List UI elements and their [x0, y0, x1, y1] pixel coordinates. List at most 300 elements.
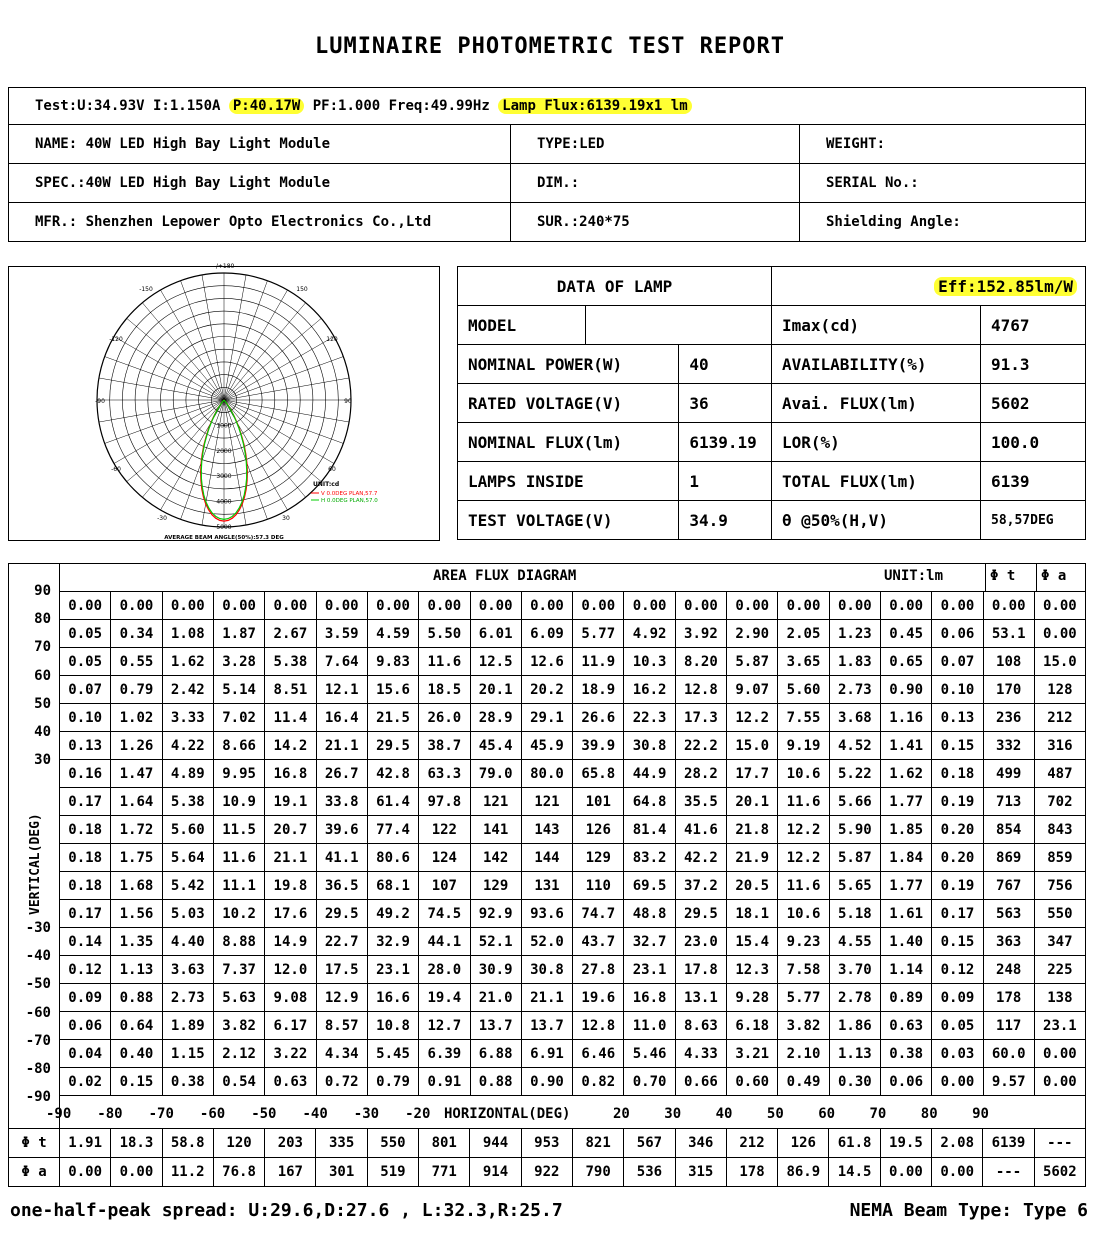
- flux-cell: 3.21: [727, 1040, 778, 1068]
- flux-cell: 11.1: [213, 872, 264, 900]
- flux-cell: 29.5: [367, 732, 418, 760]
- flux-cell: 14.2: [265, 732, 316, 760]
- flux-sum-cell: 6139: [983, 1129, 1034, 1158]
- flux-sum-cell: 801: [419, 1129, 470, 1158]
- flux-cell: 4.40: [162, 928, 213, 956]
- flux-cell: 0.60: [727, 1068, 778, 1096]
- flux-cell: 0.18: [932, 760, 983, 788]
- flux-cell: 1.16: [881, 704, 932, 732]
- flux-cell-phi-a: 702: [1034, 788, 1085, 816]
- flux-cell: 0.09: [60, 984, 111, 1012]
- flux-cell: 1.47: [111, 760, 162, 788]
- flux-sum-cell: 11.2: [162, 1158, 213, 1187]
- flux-cell: 61.4: [367, 788, 418, 816]
- flux-cell: 41.1: [316, 844, 367, 872]
- flux-cell-phi-t: 236: [983, 704, 1034, 732]
- flux-cell-phi-a: 550: [1034, 900, 1085, 928]
- flux-cell: 29.1: [521, 704, 572, 732]
- lamp-eff-cell: [772, 267, 1086, 306]
- flux-cell: 5.60: [162, 816, 213, 844]
- flux-cell: 0.63: [265, 1068, 316, 1096]
- flux-sum-cell: 19.5: [880, 1129, 931, 1158]
- flux-cell-phi-t: 170: [983, 676, 1034, 704]
- flux-cell: 141: [470, 816, 521, 844]
- polar-legend-h: H 0.0DEG PLAN,57.0: [321, 498, 378, 504]
- info-dim: DIM.:: [511, 164, 800, 203]
- flux-row: [60, 928, 1086, 956]
- h-tick-label: -60: [199, 1106, 226, 1122]
- flux-cell: 13.7: [521, 1012, 572, 1040]
- flux-cell: 69.5: [624, 872, 675, 900]
- flux-sum-cell: 86.9: [778, 1158, 829, 1187]
- flux-cell: 0.20: [932, 816, 983, 844]
- lamp-label: NOMINAL POWER(W): [458, 345, 679, 384]
- flux-row: [60, 648, 1086, 676]
- flux-cell: 80.6: [367, 844, 418, 872]
- flux-cell: 39.6: [316, 816, 367, 844]
- flux-cell: 0.00: [932, 592, 983, 620]
- flux-cell: 0.00: [419, 592, 470, 620]
- flux-cell: 9.28: [727, 984, 778, 1012]
- flux-cell: 0.06: [60, 1012, 111, 1040]
- flux-cell: 1.72: [111, 816, 162, 844]
- flux-sum-cell: 203: [265, 1129, 316, 1158]
- flux-row: [60, 844, 1086, 872]
- flux-cell: 2.42: [162, 676, 213, 704]
- flux-cell: 38.7: [419, 732, 470, 760]
- test-middle: PF:1.000 Freq:49.99Hz: [304, 98, 499, 114]
- polar-diagram-box: [8, 263, 440, 541]
- lamp-label: Imax(cd): [772, 306, 981, 345]
- flux-cell: 20.5: [727, 872, 778, 900]
- flux-cell: 6.17: [265, 1012, 316, 1040]
- flux-cell: 19.6: [573, 984, 624, 1012]
- flux-cell: 7.55: [778, 704, 829, 732]
- flux-sum-cell: 301: [316, 1158, 367, 1187]
- flux-cell: 0.66: [675, 1068, 726, 1096]
- flux-cell: 6.46: [573, 1040, 624, 1068]
- flux-cell: 11.6: [778, 788, 829, 816]
- v-tick-label: 70: [34, 639, 51, 656]
- v-tick-label: 90: [34, 583, 51, 599]
- flux-cell: 9.83: [367, 648, 418, 676]
- flux-row: [60, 984, 1086, 1012]
- flux-cell: 0.79: [111, 676, 162, 704]
- flux-cell: 0.88: [111, 984, 162, 1012]
- lamp-label: TEST VOLTAGE(V): [458, 501, 679, 540]
- flux-cell: 2.67: [265, 620, 316, 648]
- flux-cell: 32.7: [624, 928, 675, 956]
- flux-cell: 0.13: [60, 732, 111, 760]
- polar-angle-label: -/+180: [213, 263, 235, 270]
- flux-cell: 5.50: [419, 620, 470, 648]
- flux-cell: 0.00: [624, 592, 675, 620]
- flux-sum-cell: 771: [419, 1158, 470, 1187]
- flux-cell: 1.35: [111, 928, 162, 956]
- flux-sum-cell: 14.5: [829, 1158, 880, 1187]
- flux-cell: 1.08: [162, 620, 213, 648]
- flux-cell: 0.34: [111, 620, 162, 648]
- flux-cell: 0.65: [881, 648, 932, 676]
- test-power: P:40.17W: [229, 98, 304, 114]
- flux-cell: 3.65: [778, 648, 829, 676]
- flux-sum-cell: 953: [521, 1129, 572, 1158]
- flux-cell: 0.38: [162, 1068, 213, 1096]
- flux-cell: 143: [521, 816, 572, 844]
- flux-cell: 45.9: [521, 732, 572, 760]
- flux-cell: 0.72: [316, 1068, 367, 1096]
- flux-cell: 9.07: [727, 676, 778, 704]
- flux-cell: 30.9: [470, 956, 521, 984]
- flux-cell: 42.2: [675, 844, 726, 872]
- flux-cell: 6.91: [521, 1040, 572, 1068]
- flux-cell: 30.8: [624, 732, 675, 760]
- flux-cell: 26.0: [419, 704, 470, 732]
- flux-cell: 9.95: [213, 760, 264, 788]
- flux-cell: 4.52: [829, 732, 880, 760]
- flux-cell: 12.2: [778, 816, 829, 844]
- flux-sum-cell: 550: [367, 1129, 418, 1158]
- polar-angle-label: 30: [282, 515, 290, 522]
- flux-cell: 1.61: [881, 900, 932, 928]
- flux-cell: 3.22: [265, 1040, 316, 1068]
- flux-cell: 0.00: [60, 592, 111, 620]
- flux-row: [60, 1012, 1086, 1040]
- flux-cell: 0.13: [932, 704, 983, 732]
- flux-cell: 8.63: [675, 1012, 726, 1040]
- flux-cell: 0.49: [778, 1068, 829, 1096]
- flux-header: [60, 563, 986, 591]
- flux-cell: 0.17: [60, 788, 111, 816]
- v-tick-label: -80: [25, 1061, 51, 1077]
- flux-cell: 21.8: [727, 816, 778, 844]
- flux-cell: 0.19: [932, 872, 983, 900]
- flux-cell: 68.1: [367, 872, 418, 900]
- flux-cell: 10.8: [367, 1012, 418, 1040]
- info-shielding: Shielding Angle:: [800, 203, 1086, 242]
- v-tick-label: 80: [34, 611, 51, 628]
- flux-cell: 5.45: [367, 1040, 418, 1068]
- v-tick-label: 30: [34, 752, 51, 769]
- nema-beam-type: NEMA Beam Type: Type 6: [849, 1200, 1088, 1221]
- flux-cell: 21.1: [521, 984, 572, 1012]
- flux-cell-phi-a: 0.00: [1034, 1040, 1085, 1068]
- flux-cell: 142: [470, 844, 521, 872]
- flux-cell: 0.00: [213, 592, 264, 620]
- flux-cell: 0.05: [60, 648, 111, 676]
- flux-cell: 81.4: [624, 816, 675, 844]
- flux-cell: 3.92: [675, 620, 726, 648]
- flux-cell: 5.60: [778, 676, 829, 704]
- flux-cell: 1.14: [881, 956, 932, 984]
- flux-cell: 12.0: [265, 956, 316, 984]
- flux-cell: 12.1: [316, 676, 367, 704]
- flux-cell: 0.79: [367, 1068, 418, 1096]
- flux-cell: 0.09: [932, 984, 983, 1012]
- flux-cell: 23.1: [624, 956, 675, 984]
- lamp-label: AVAILABILITY(%): [772, 345, 981, 384]
- flux-sum-cell: 346: [675, 1129, 726, 1158]
- polar-unit: UNIT:cd: [313, 481, 340, 488]
- flux-cell-phi-a: 23.1: [1034, 1012, 1085, 1040]
- flux-cell: 0.00: [316, 592, 367, 620]
- flux-cell: 83.2: [624, 844, 675, 872]
- flux-sum-label: Φ a: [9, 1158, 60, 1187]
- h-tick-label: 50: [766, 1106, 784, 1122]
- flux-cell: 0.00: [829, 592, 880, 620]
- flux-sum-cell: 536: [624, 1158, 675, 1187]
- flux-cell: 20.7: [265, 816, 316, 844]
- flux-cell: 29.5: [675, 900, 726, 928]
- flux-cell: 0.18: [60, 816, 111, 844]
- flux-cell: 1.83: [829, 648, 880, 676]
- flux-cell: 7.37: [213, 956, 264, 984]
- flux-sum-cell: ---: [1034, 1129, 1085, 1158]
- flux-sum-cell: 922: [521, 1158, 572, 1187]
- lamp-value: 91.3: [981, 345, 1086, 384]
- polar-caption: AVERAGE BEAM ANGLE(50%):57.3 DEG: [164, 535, 284, 541]
- lamp-value: 1: [679, 462, 772, 501]
- flux-cell: 15.0: [727, 732, 778, 760]
- flux-cell-phi-a: 859: [1034, 844, 1085, 872]
- flux-cell: 12.9: [316, 984, 367, 1012]
- flux-unit: UNIT:lm: [884, 568, 944, 584]
- flux-cell: 32.9: [367, 928, 418, 956]
- polar-angle-label: -150: [139, 286, 153, 293]
- lamp-value: 40: [679, 345, 772, 384]
- flux-cell: 5.03: [162, 900, 213, 928]
- flux-cell: 101: [573, 788, 624, 816]
- info-name: NAME: 40W LED High Bay Light Module: [9, 125, 511, 164]
- flux-cell: 0.15: [111, 1068, 162, 1096]
- h-tick-label: -70: [148, 1106, 174, 1122]
- flux-cell-phi-t: 108: [983, 648, 1034, 676]
- flux-cell: 17.6: [265, 900, 316, 928]
- flux-sum-cell: 1.91: [60, 1129, 111, 1158]
- flux-cell: 1.77: [881, 788, 932, 816]
- flux-cell: 110: [573, 872, 624, 900]
- flux-cell: 129: [573, 844, 624, 872]
- polar-ring-label: 2000: [216, 447, 232, 455]
- flux-cell: 19.8: [265, 872, 316, 900]
- flux-cell: 5.42: [162, 872, 213, 900]
- flux-cell: 42.8: [367, 760, 418, 788]
- flux-cell: 74.5: [419, 900, 470, 928]
- h-tick-label: -40: [302, 1106, 328, 1122]
- flux-cell: 28.2: [675, 760, 726, 788]
- flux-cell: 2.73: [829, 676, 880, 704]
- flux-cell: 12.5: [470, 648, 521, 676]
- flux-cell: 2.90: [727, 620, 778, 648]
- flux-cell: 0.82: [573, 1068, 624, 1096]
- polar-ring-label: 4000: [216, 498, 232, 506]
- h-tick-label: 30: [664, 1106, 682, 1122]
- flux-cell-phi-t: 499: [983, 760, 1034, 788]
- h-tick-label: 20: [613, 1106, 630, 1122]
- polar-angle-label: 120: [326, 336, 338, 343]
- flux-cell: 26.6: [573, 704, 624, 732]
- flux-cell-phi-a: 138: [1034, 984, 1085, 1012]
- flux-row: [60, 900, 1086, 928]
- flux-cell: 15.6: [367, 676, 418, 704]
- flux-cell: 0.00: [881, 592, 932, 620]
- flux-cell: 0.04: [60, 1040, 111, 1068]
- h-tick-label: -30: [353, 1106, 380, 1122]
- flux-cell: 2.10: [778, 1040, 829, 1068]
- flux-cell: 16.6: [367, 984, 418, 1012]
- flux-cell: 4.92: [624, 620, 675, 648]
- flux-cell: 1.40: [881, 928, 932, 956]
- flux-cell: 0.00: [162, 592, 213, 620]
- report-title: LUMINAIRE PHOTOMETRIC TEST REPORT: [314, 34, 786, 59]
- flux-cell: 5.64: [162, 844, 213, 872]
- flux-cell: 23.0: [675, 928, 726, 956]
- flux-cell: 1.89: [162, 1012, 213, 1040]
- flux-cell: 6.18: [727, 1012, 778, 1040]
- flux-cell: 0.10: [932, 676, 983, 704]
- flux-cell: 5.77: [778, 984, 829, 1012]
- flux-cell-phi-a: 487: [1034, 760, 1085, 788]
- flux-cell-phi-t: 0.00: [983, 592, 1034, 620]
- lamp-value: 100.0: [981, 423, 1086, 462]
- flux-cell: 33.8: [316, 788, 367, 816]
- flux-cell-phi-a: 0.00: [1034, 620, 1085, 648]
- flux-cell: 11.5: [213, 816, 264, 844]
- v-tick-label: -90: [25, 1089, 51, 1106]
- flux-cell: 36.5: [316, 872, 367, 900]
- v-tick-label: 50: [34, 695, 51, 712]
- flux-cell: 1.56: [111, 900, 162, 928]
- lamp-data-table: [457, 266, 1086, 540]
- flux-cell: 17.5: [316, 956, 367, 984]
- flux-cell: 0.91: [419, 1068, 470, 1096]
- flux-cell: 30.8: [521, 956, 572, 984]
- flux-cell: 14.9: [265, 928, 316, 956]
- flux-sum-cell: 0.00: [111, 1158, 162, 1187]
- flux-cell: 2.73: [162, 984, 213, 1012]
- flux-cell: 0.17: [932, 900, 983, 928]
- flux-title: AREA FLUX DIAGRAM: [433, 568, 577, 584]
- flux-cell: 0.05: [932, 1012, 983, 1040]
- flux-cell: 79.0: [470, 760, 521, 788]
- h-tick-label: -80: [97, 1106, 123, 1122]
- flux-cell: 0.00: [521, 592, 572, 620]
- flux-row: [60, 704, 1086, 732]
- flux-cell: 122: [419, 816, 470, 844]
- flux-cell: 1.62: [162, 648, 213, 676]
- lamp-value: 4767: [981, 306, 1086, 345]
- flux-cell: 0.90: [881, 676, 932, 704]
- flux-cell: 11.4: [265, 704, 316, 732]
- flux-cell: 1.26: [111, 732, 162, 760]
- flux-cell: 0.00: [675, 592, 726, 620]
- polar-angle-label: 90: [344, 398, 352, 405]
- flux-cell: 52.0: [521, 928, 572, 956]
- flux-cell: 0.05: [60, 620, 111, 648]
- flux-cell: 93.6: [521, 900, 572, 928]
- flux-cell-phi-t: 332: [983, 732, 1034, 760]
- flux-cell: 0.55: [111, 648, 162, 676]
- flux-cell: 3.68: [829, 704, 880, 732]
- flux-cell: 121: [521, 788, 572, 816]
- flux-row: [60, 620, 1086, 648]
- flux-cell: 2.78: [829, 984, 880, 1012]
- flux-cell: 64.8: [624, 788, 675, 816]
- flux-cell: 20.2: [521, 676, 572, 704]
- flux-cell: 4.55: [829, 928, 880, 956]
- lamp-label: MODEL: [458, 306, 586, 345]
- flux-cell: 18.9: [573, 676, 624, 704]
- flux-cell: 22.3: [624, 704, 675, 732]
- flux-cell: 0.38: [881, 1040, 932, 1068]
- lamp-value: 34.9: [679, 501, 772, 540]
- flux-cell: 0.20: [932, 844, 983, 872]
- lamp-label: θ @50%(H,V): [772, 501, 981, 540]
- flux-cell: 63.3: [419, 760, 470, 788]
- flux-cell: 0.12: [60, 956, 111, 984]
- flux-cell-phi-a: 316: [1034, 732, 1085, 760]
- flux-cell: 12.2: [778, 844, 829, 872]
- flux-cell: 0.18: [60, 844, 111, 872]
- flux-cell: 0.64: [111, 1012, 162, 1040]
- flux-cell: 11.6: [778, 872, 829, 900]
- flux-row: [60, 872, 1086, 900]
- flux-sum-cell: 76.8: [213, 1158, 264, 1187]
- flux-row: [60, 816, 1086, 844]
- flux-cell: 28.0: [419, 956, 470, 984]
- flux-cell: 0.40: [111, 1040, 162, 1068]
- flux-cell: 17.8: [675, 956, 726, 984]
- flux-cell: 23.1: [367, 956, 418, 984]
- flux-cell: 21.5: [367, 704, 418, 732]
- flux-cell: 0.15: [932, 732, 983, 760]
- flux-cell: 12.7: [419, 1012, 470, 1040]
- flux-cell-phi-a: 756: [1034, 872, 1085, 900]
- flux-cell: 5.22: [829, 760, 880, 788]
- h-tick-label: -90: [46, 1106, 72, 1122]
- polar-diagram: [9, 263, 439, 541]
- flux-cell: 3.63: [162, 956, 213, 984]
- flux-cell: 0.14: [60, 928, 111, 956]
- flux-cell-phi-a: 843: [1034, 816, 1085, 844]
- flux-cell: 44.9: [624, 760, 675, 788]
- flux-row: [60, 592, 1086, 620]
- v-tick-label: 40: [34, 724, 51, 740]
- flux-cell: 1.68: [111, 872, 162, 900]
- flux-cell: 4.89: [162, 760, 213, 788]
- flux-cell: 6.09: [521, 620, 572, 648]
- flux-cell: 0.54: [213, 1068, 264, 1096]
- flux-cell: 5.87: [727, 648, 778, 676]
- flux-cell: 5.18: [829, 900, 880, 928]
- flux-cell: 121: [470, 788, 521, 816]
- polar-angle-label: -90: [95, 398, 105, 405]
- flux-cell: 0.63: [881, 1012, 932, 1040]
- h-tick-label: 40: [715, 1106, 733, 1122]
- flux-cell: 9.23: [778, 928, 829, 956]
- info-spec: SPEC.:40W LED High Bay Light Module: [9, 164, 511, 203]
- flux-row: [60, 956, 1086, 984]
- flux-cell-phi-t: 9.57: [983, 1068, 1034, 1096]
- test-conditions: [9, 88, 1086, 125]
- flux-cell: 0.00: [573, 592, 624, 620]
- flux-cell: 0.00: [727, 592, 778, 620]
- lamp-label: RATED VOLTAGE(V): [458, 384, 679, 423]
- flux-cell: 22.2: [675, 732, 726, 760]
- flux-row: [60, 732, 1086, 760]
- polar-legend-v: V 0.0DEG PLAN,57.7: [321, 491, 378, 497]
- flux-cell: 21.1: [316, 732, 367, 760]
